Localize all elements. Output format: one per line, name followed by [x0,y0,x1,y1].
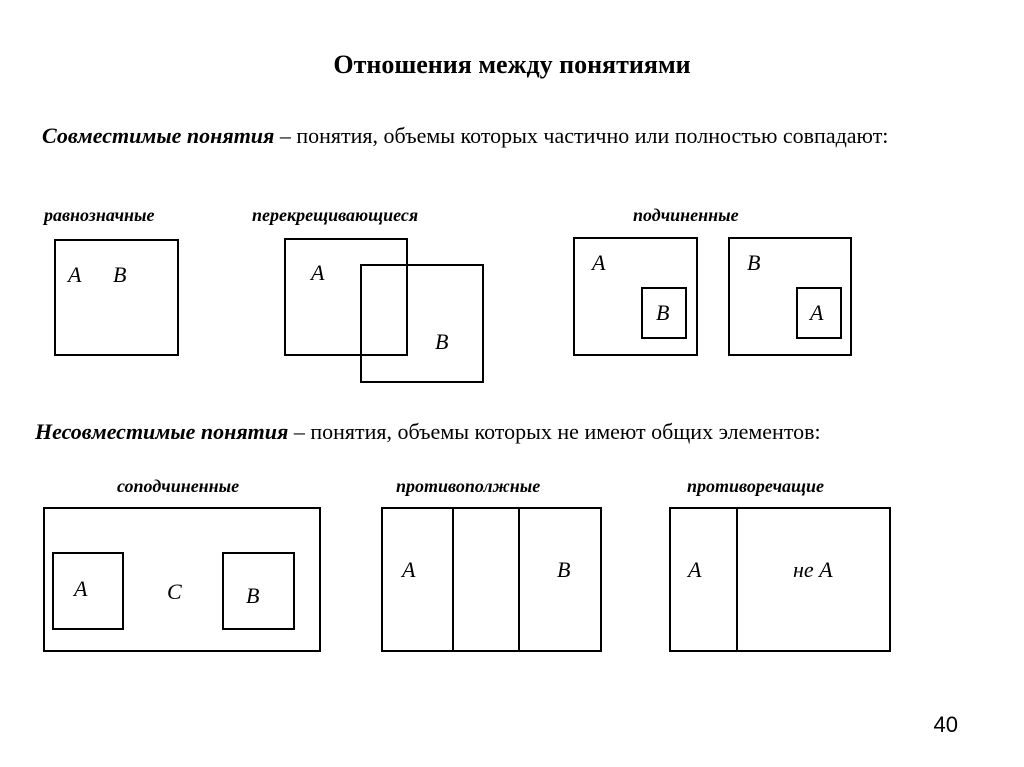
coordinate-letter-b: B [246,583,260,608]
page-title: Отношения между понятиями [333,50,691,79]
crossing-box-b [360,264,484,383]
subordinate-inner-letter-b: B [656,300,670,325]
crossing-letter-b: B [435,329,449,354]
subordinate-letter-b: B [747,250,761,275]
label-equivalent: равнозначные [44,205,155,225]
incompatible-definition [35,418,995,446]
incompatible-definition-text: – понятия, объемы которых не имеют общих элементов: [288,419,821,444]
subordinate-inner-letter-a: A [810,300,824,325]
equivalent-letter-b: B [113,262,127,287]
coordinate-letter-a: A [74,576,88,601]
opposite-letter-a: A [402,557,416,582]
coordinate-letter-c: C [167,579,182,604]
contradictory-outer [669,507,891,652]
contradictory-letter-a: A [688,557,702,582]
equivalent-diagram [54,239,179,356]
incompatible-term: Несовместимые понятия [35,419,289,444]
subordinate-letter-a: A [592,250,606,275]
contradictory-divider [736,507,738,652]
equivalent-letter-a: A [68,262,82,287]
crossing-letter-a: A [311,260,325,285]
opposite-letter-b: B [557,557,571,582]
opposite-divider-left [452,507,454,652]
compatible-term: Совместимые понятия [42,123,275,148]
label-coordinate: соподчиненные [117,476,240,496]
compatible-definition-text: – понятия, объемы которых частично или полностью совпадают: [274,123,889,148]
compatible-definition [42,122,1002,150]
label-crossing: перекрещивающиеся [252,205,419,225]
label-subordinate: подчиненные [633,205,739,225]
page-number: 40 [933,712,958,737]
coordinate-box-a [52,552,124,630]
opposite-divider-right [518,507,520,652]
label-contradictory: противоречащие [687,476,825,496]
contradictory-letter-not-a: не A [793,557,833,582]
label-opposite: противополжные [396,476,541,496]
